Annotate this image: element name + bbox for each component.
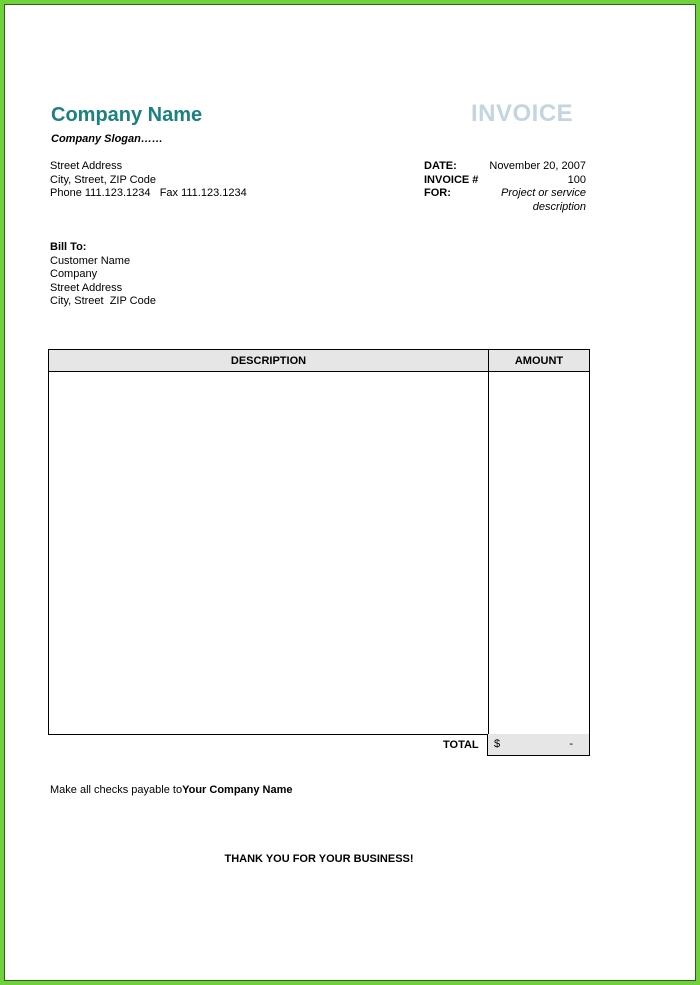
- bill-to-street: Street Address: [50, 282, 123, 294]
- payable-note: [50, 784, 293, 796]
- column-divider: [488, 350, 489, 734]
- sender-contact: Phone 111.123.1234 Fax 111.123.1234: [50, 187, 247, 199]
- bill-to-city: City, Street ZIP Code: [50, 295, 156, 307]
- bill-to-title: Bill To:: [50, 241, 87, 253]
- total-value: -: [569, 738, 573, 750]
- payable-prefix: Make all checks payable to: [50, 784, 183, 796]
- total-amount-cell: [487, 734, 590, 756]
- items-table: [48, 349, 590, 735]
- invoice-number-value: 100: [567, 174, 586, 186]
- for-value-line1: Project or service: [501, 187, 586, 199]
- invoice-title: INVOICE: [471, 100, 574, 127]
- company-name: Company Name: [51, 104, 203, 126]
- sender-street: Street Address: [50, 160, 123, 172]
- bill-to-company: Company: [50, 268, 98, 280]
- amount-column-header: AMOUNT: [514, 355, 564, 367]
- payable-company-name: Your Company Name: [182, 784, 293, 796]
- bill-to-customer: Customer Name: [50, 255, 131, 267]
- for-value-line2: description: [532, 201, 586, 213]
- sender-city: City, Street, ZIP Code: [50, 174, 156, 186]
- company-slogan: Company Slogan……: [51, 133, 163, 145]
- date-value: November 20, 2007: [489, 160, 586, 172]
- date-label: DATE:: [424, 160, 457, 172]
- total-currency: $: [494, 738, 501, 750]
- total-label: TOTAL: [443, 739, 479, 751]
- invoice-page: [4, 4, 696, 981]
- description-column-header: DESCRIPTION: [230, 355, 307, 367]
- thank-you-message: THANK YOU FOR YOUR BUSINESS!: [224, 853, 414, 865]
- for-label: FOR:: [424, 187, 451, 199]
- items-table-header: [49, 350, 589, 372]
- invoice-number-label: INVOICE #: [424, 174, 479, 186]
